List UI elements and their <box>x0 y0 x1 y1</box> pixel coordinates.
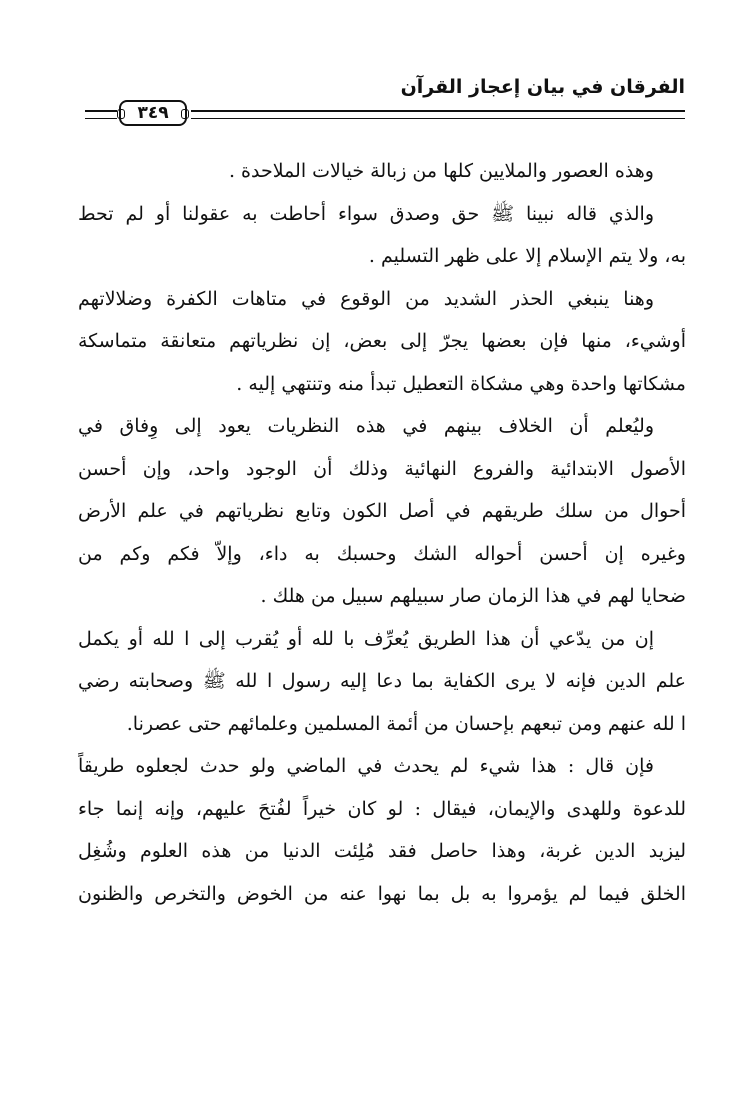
text-line: به، ولا يتم الإسلام إلا على ظهر التسليم . <box>368 245 686 267</box>
header-rule-right-thin <box>191 118 685 119</box>
text-line: أحوال من سلك طريقهم في أصل الكون وتابع نظرياتهم في علم الأرض <box>78 500 686 522</box>
text-line: إن من يدّعي أن هذا الطريق يُعرِّف با لله أو يُقرب إلى ا لله أو يكمل <box>78 627 654 650</box>
text-line: الخلق فيما لم يؤمروا به بل بما نهوا عنه من الخوض والتخرص والظنون <box>78 882 686 905</box>
text-line: وهذه العصور والملايين كلها من زبالة خيالات الملاحدة . <box>228 160 654 182</box>
page-number: ٣٤٩ <box>119 100 187 126</box>
page-header <box>85 70 685 140</box>
book-title: الفرقان في بيان إعجاز القرآن <box>400 76 685 98</box>
text-line: ا لله عنهم ومن تبعهم بإحسان من أئمة المسلمين وعلمائهم حتى عصرنا. <box>126 712 686 735</box>
body-text <box>78 150 686 915</box>
text-line: وهنا ينبغي الحذر الشديد من الوقوع في متاهات الكفرة وضلالاتهم <box>78 287 654 310</box>
text-line: والذي قاله نبينا ﷺ حق وصدق سواء أحاطت به عقولنا أو لم تحط <box>78 202 654 225</box>
header-rule-left-thin <box>85 118 117 119</box>
text-line: ضحايا لهم في هذا الزمان صار سبيلهم سبيل من هلك . <box>260 585 686 607</box>
text-line: للدعوة وللهدى والإيمان، فيقال : لو كان خيراً لفُتحَ عليهم، وإنه إنما جاء <box>78 797 686 820</box>
text-line: الأصول الابتدائية والفروع النهائية وذلك أن الوجود واحد، وإن أحسن <box>78 457 686 480</box>
text-line: أوشيء، منها فإن بعضها يجرّ إلى بعض، إن نظرياتهم متعانقة متماسكة <box>78 330 686 352</box>
text-line: ليزيد الدين غربة، وهذا حاصل فقد مُلِئت الدنيا من هذه العلوم وشُغِل <box>78 840 686 862</box>
text-line: علم الدين فإنه لا يرى الكفاية بما دعا إليه رسول ا لله ﷺ وصحابته رضي <box>78 670 686 692</box>
text-line: وغيره إن أحسن أحواله الشك وحسبك به داء، وإلاّ فكم وكم من <box>78 542 686 565</box>
header-rule-right-thick <box>191 110 685 112</box>
text-line: مشكاتها واحدة وهي مشكاة التعطيل تبدأ منه وتنتهي إليه . <box>236 372 686 395</box>
text-line: وليُعلم أن الخلاف بينهم في هذه النظريات يعود إلى وِفاق في <box>78 415 654 437</box>
header-rule-left-thick <box>85 110 117 112</box>
text-line: فإن قال : هذا شيء لم يحدث في الماضي ولو حدث لجعلوه طريقاً <box>78 755 654 777</box>
